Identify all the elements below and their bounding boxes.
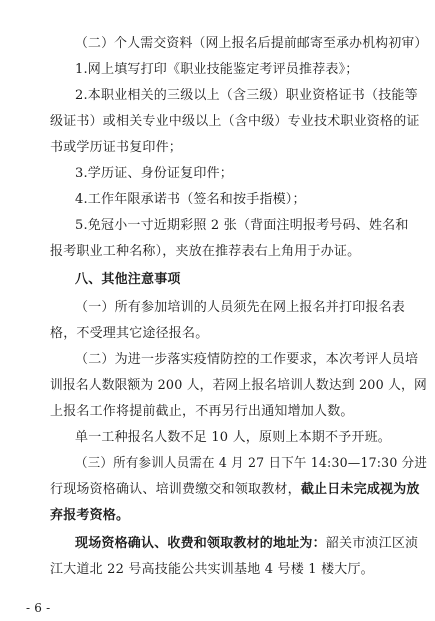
notes-item-2-line-2: 训报名人数限额为 200 人，若网上报名培训人数达到 200 人，网 <box>50 378 427 393</box>
materials-item-5-line-2: 报考职业工种名称），夹放在推荐表右上角用于办证。 <box>50 244 361 259</box>
notes-item-3-line-2 <box>50 482 420 498</box>
address-label: 现场资格确认、收费和领取教材的地址为： <box>75 536 326 551</box>
materials-item-2-line-1: 2.本职业相关的三级以上（含三级）职业资格证书（技能等 <box>75 88 418 103</box>
materials-item-2-line-3: 书或学历证书复印件； <box>50 140 183 155</box>
materials-item-3: 3.学历证、身份证复印件； <box>75 166 234 181</box>
section-materials-heading: （二）个人需交资料（网上报名后提前邮寄至承办机构初审） <box>75 36 428 51</box>
materials-item-2-line-2: 级证书）或相关专业中级以上（含中级）专业技术职业资格的证 <box>50 114 420 129</box>
notes-item-1-line-2: 格，不受理其它途径报名。 <box>50 326 209 341</box>
materials-item-5-line-1: 5.免冠小一寸近期彩照 2 张（背面注明报考号码、姓名和 <box>75 218 409 233</box>
notes-item-2-line-1: （二）为进一步落实疫情防控的工作要求，本次考评人员培 <box>75 352 419 367</box>
materials-item-4: 4.工作年限承诺书（签名和按手指模）； <box>75 192 306 207</box>
notes-item-3-text: 行现场资格确认、培训费缴交和领取教材， <box>50 482 301 497</box>
notes-item-3-deadline-warning: 截止日未完成视为放 <box>300 482 420 497</box>
notes-item-3-line-3: 弃报考资格。 <box>50 508 130 523</box>
address-line-2: 江大道北 22 号高技能公共实训基地 4 号楼 1 楼大厅。 <box>50 562 374 577</box>
notes-item-2-line-4: 单一工种报名人数不足 10 人，原则上本期不予开班。 <box>75 430 392 445</box>
notes-item-3-line-1: （三）所有参训人员需在 4 月 27 日下午 14:30—17:30 分进 <box>75 456 428 471</box>
notes-item-2-line-3: 上报名工作将提前截止，不再另行出通知增加人数。 <box>50 404 354 419</box>
page-number: - 6 - <box>26 601 51 615</box>
address-line-1 <box>75 536 418 552</box>
materials-item-1: 1.网上填写打印《职业技能鉴定考评员推荐表》； <box>75 62 359 77</box>
section-notes-heading: 八、其他注意事项 <box>75 272 181 287</box>
address-value: 韶关市浈江区浈 <box>325 536 419 551</box>
notes-item-1-line-1: （一）所有参加培训的人员须先在网上报名并打印报名表 <box>75 300 406 315</box>
